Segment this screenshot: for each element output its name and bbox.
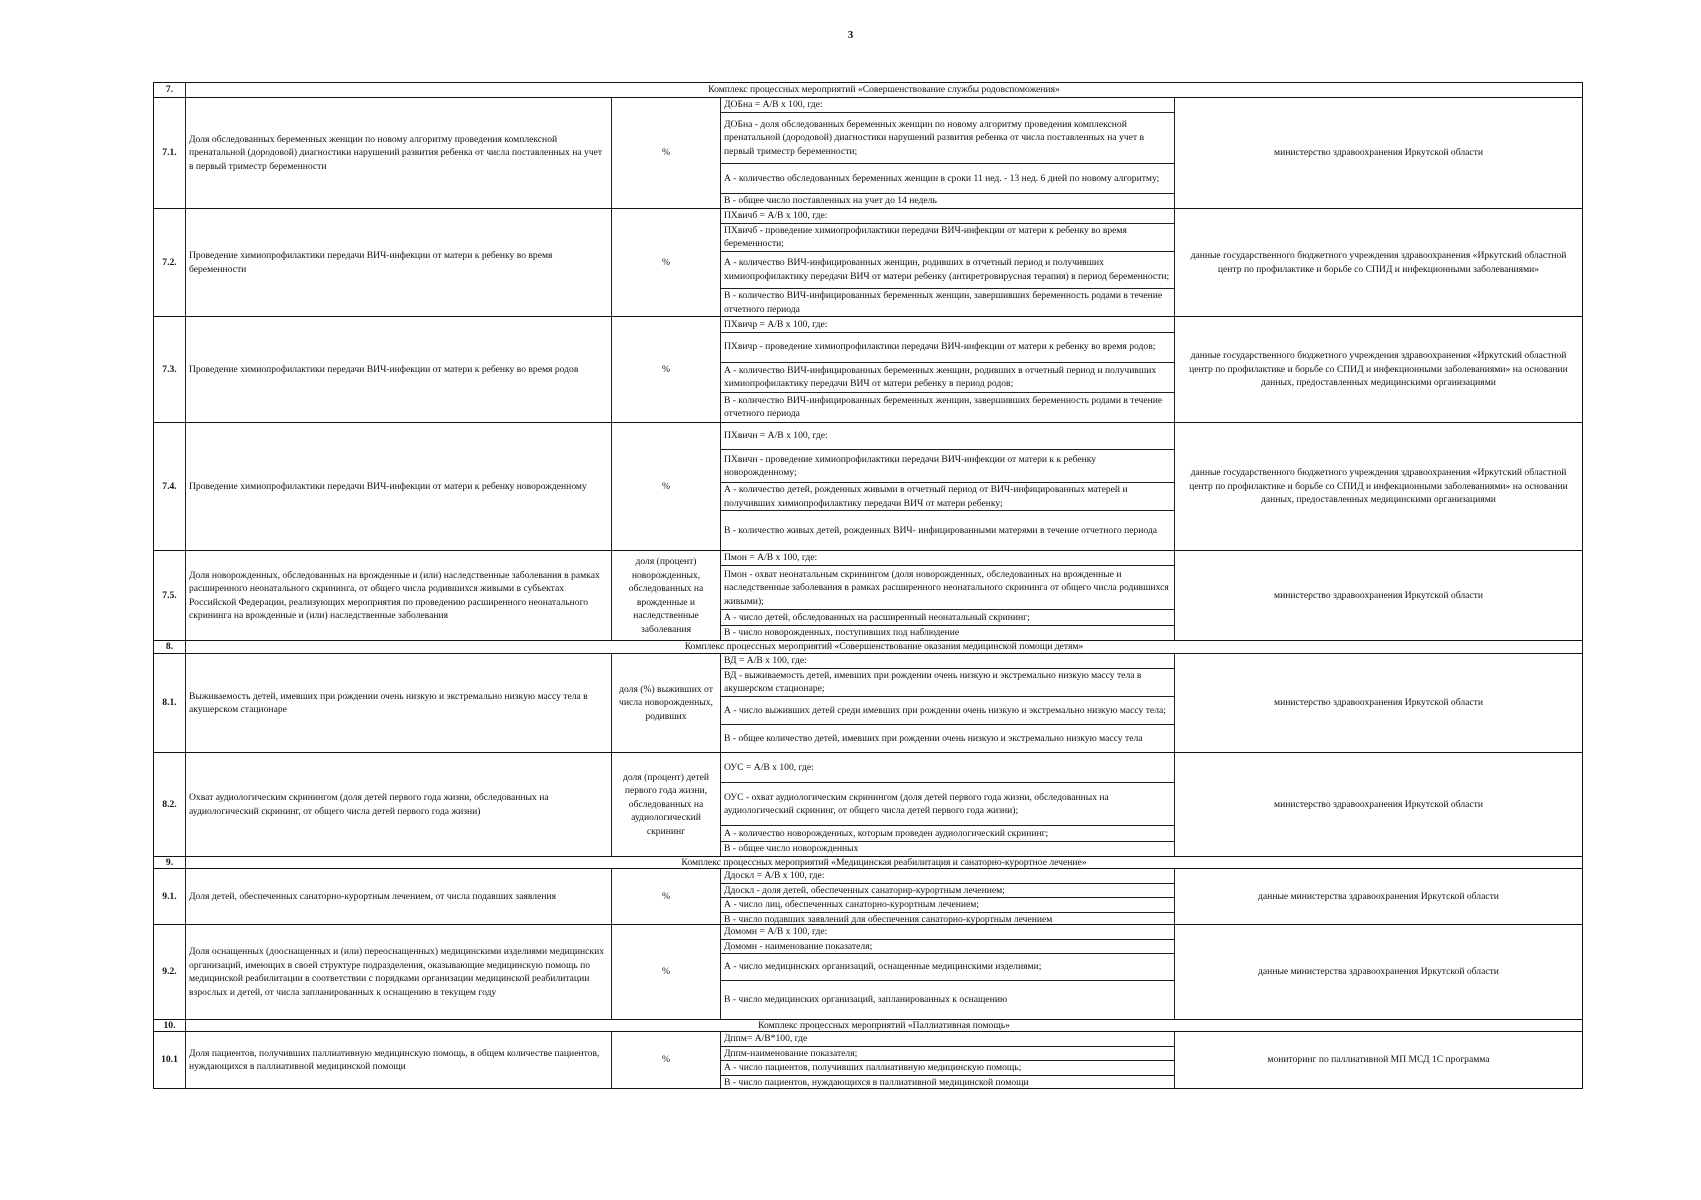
table-row	[154, 209, 1582, 317]
formula-part: В - количество ВИЧ-инфицированных беременных женщин, завершивших беременность родами в течение отчетного периода	[724, 394, 1163, 420]
calculation-formula	[721, 423, 1175, 550]
formula-part: ПХвичб - проведение химиопрофилактики передачи ВИЧ-инфекции от матери к ребенку во время беременности;	[721, 224, 1174, 252]
formula-part: В - общее количество детей, имевших при рождении очень низкую и экстремально низкую массу тела	[724, 732, 1143, 744]
formula-part: Пмон = А/В х 100, где:	[721, 551, 1174, 566]
indicator-number: 7.2.	[154, 209, 186, 316]
section-number: 7.	[154, 83, 186, 97]
formula-part: В - число подавших заявлений для обеспечения санаторно-курортным лечением	[724, 913, 1053, 925]
formula-part: В - количество ВИЧ-инфицированных беременных женщин, завершивших беременность родами в течение отчетного периода	[724, 290, 1163, 315]
table-row	[154, 317, 1582, 423]
data-source: министерство здравоохранения Иркутской области	[1274, 589, 1483, 601]
formula-part: А - число лиц, обеспеченных санаторно-курортным лечением;	[721, 898, 1174, 913]
indicator-unit: доля (процент) детей первого года жизни, обследованных на аудиологический скрининг	[612, 753, 721, 856]
indicator-unit: доля (%) выживших от числа новорожденных, родивших	[612, 654, 721, 752]
calculation-formula	[721, 551, 1175, 640]
formula-part: ВД = А/В х 100, где:	[721, 654, 1174, 669]
calculation-formula	[721, 98, 1175, 208]
data-source: министерство здравоохранения Иркутской области	[1274, 147, 1483, 159]
formula-part: ДОБна - доля обследованных беременных женщин по новому алгоритму проведения комплексной пренатальной (дородовой) диагностики нарушений развития ребенка от числа поставленных на учет в первый триместр беременности;	[721, 113, 1174, 164]
table-row	[154, 98, 1582, 209]
data-source: данные государственного бюджетного учреждения здравоохранения «Иркутский областной центр по профилактике и борьбе со СПИД и инфекционными заболеваниями» на основании данных, предоставленных медицинскими организациями	[1189, 350, 1568, 389]
calculation-formula	[721, 317, 1175, 422]
indicator-number: 8.2.	[154, 753, 186, 856]
data-source: данные министерства здравоохранения Иркутской области	[1258, 966, 1499, 978]
indicator-number: 7.5.	[154, 551, 186, 640]
indicator-name: Проведение химиопрофилактики передачи ВИЧ-инфекции от матери к ребенку во время беременности	[186, 209, 612, 316]
formula-part: ПХвичр = А/В х 100, где:	[721, 317, 1174, 333]
data-source: данные государственного бюджетного учреждения здравоохранения «Иркутский областной центр по профилактике и борьбе со СПИД и инфекционными заболеваниями» на основании данных, предоставленных медицинскими организациями	[1189, 467, 1568, 506]
calculation-formula	[721, 209, 1175, 316]
indicator-name: Выживаемость детей, имевших при рождении очень низкую и экстремально низкую массу тела в акушерском стационаре	[186, 654, 612, 752]
indicator-number: 9.1.	[154, 869, 186, 924]
indicator-unit: %	[612, 423, 721, 550]
data-source: министерство здравоохранения Иркутской области	[1274, 697, 1483, 709]
calculation-formula	[721, 753, 1175, 856]
indicator-name: Доля обследованных беременных женщин по новому алгоритму проведения комплексной пренатальной (дородовой) диагностики нарушений развития ребенка от числа поставленных на учет в первый триместр беременности	[186, 98, 612, 208]
formula-part: А - число пациентов, получивших паллиативную медицинскую помощь;	[721, 1061, 1174, 1076]
formula-part: А - количество обследованных беременных женщин в сроки 11 нед. - 13 нед. 6 дней по новому алгоритму;	[721, 164, 1174, 194]
formula-part: В - число новорожденных, поступивших под наблюдение	[724, 627, 960, 639]
indicator-name: Охват аудиологическим скринингом (доля детей первого года жизни, обследованных на аудиологический скрининг, от общего числа детей первого года жизни)	[186, 753, 612, 856]
section-header-row	[154, 857, 1582, 869]
indicator-number: 7.3.	[154, 317, 186, 422]
formula-part: Дппм-наименование показателя;	[721, 1047, 1174, 1062]
formula-part: А - число выживших детей среди имевших при рождении очень низкую и экстремально низкую массу тела;	[721, 697, 1174, 725]
formula-part: ПХвичб = А/В х 100, где:	[721, 209, 1174, 224]
table-row	[154, 423, 1582, 551]
table-row	[154, 654, 1582, 753]
formula-part: Дппм= А/В*100, где	[721, 1032, 1174, 1047]
calculation-formula	[721, 925, 1175, 1019]
formula-part: Пмон - охват неонатальным скринингом (доля новорожденных, обследованных на врожденные и наследственные заболевания в рамках расширенного неонатального скрининга от общего числа родившихся живыми);	[721, 566, 1174, 610]
indicator-unit: %	[612, 925, 721, 1019]
formula-part: ДОБна = А/В х 100, где:	[721, 98, 1174, 113]
formula-part: А - число медицинских организаций, оснащенные медицинскими изделиями;	[721, 954, 1174, 981]
indicator-unit: %	[612, 1032, 721, 1088]
indicators-table	[153, 82, 1583, 1089]
data-source: данные государственного бюджетного учреждения здравоохранения «Иркутский областной центр по профилактике и борьбе со СПИД и инфекционными заболеваниями»	[1190, 250, 1567, 275]
section-header-row	[154, 1020, 1582, 1032]
section-number: 8.	[154, 641, 186, 653]
section-title: Комплекс процессных мероприятий «Паллиативная помощь»	[758, 1019, 1010, 1031]
indicator-unit: %	[612, 317, 721, 422]
data-source: мониторинг по паллиативной МП МСД 1С программа	[1267, 1054, 1490, 1066]
formula-part: В - число медицинских организаций, запланированных к оснащению	[724, 994, 1008, 1006]
formula-part: В - число пациентов, нуждающихся в паллиативной медицинской помощи	[724, 1076, 1029, 1088]
indicator-number: 10.1	[154, 1032, 186, 1088]
calculation-formula	[721, 1032, 1175, 1088]
formula-part: ПХвичн - проведение химиопрофилактики передачи ВИЧ-инфекции от матери к к ребенку новорожденному;	[721, 450, 1174, 483]
section-title: Комплекс процессных мероприятий «Медицинская реабилитация и санаторно-курортное лечение»	[681, 856, 1087, 868]
data-source: министерство здравоохранения Иркутской области	[1274, 798, 1483, 810]
indicator-name: Доля новорожденных, обследованных на врожденные и (или) наследственные заболевания в рамках расширенного неонатального скрининга, от общего числа родившихся живыми в субъектах Российской Федерации, реализующих мероприятия по проведению расширенного неонатального скрининга на врожденные и (или) наследственные заболевания	[186, 551, 612, 640]
formula-part: А - количество детей, рожденных живыми в отчетный период от ВИЧ-инфицированных матерей и получивших химиопрофилактику передачи ВИЧ от матери ребенку;	[721, 483, 1174, 511]
calculation-formula	[721, 654, 1175, 752]
indicator-number: 8.1.	[154, 654, 186, 752]
indicator-number: 7.4.	[154, 423, 186, 550]
indicator-number: 9.2.	[154, 925, 186, 1019]
indicator-unit: %	[612, 98, 721, 208]
formula-part: ПХвичн = А/В х 100, где:	[721, 423, 1174, 450]
formula-part: Ддоскл - доля детей, обеспеченных санаторнр-курортным лечением;	[721, 884, 1174, 899]
indicator-number: 7.1.	[154, 98, 186, 208]
formula-part: А - количество ВИЧ-инфицированных беременных женщин, родивших в отчетный период и получивших химиопрофилактику передачи ВИЧ от матери ребенку в период родов;	[721, 363, 1174, 393]
page-number: 3	[847, 29, 854, 41]
table-row	[154, 1032, 1582, 1089]
indicator-unit: доля (процент) новорожденных, обследованных на врожденные и наследственные заболевания	[612, 551, 721, 640]
indicator-unit: %	[612, 209, 721, 316]
formula-part: Домомн - наименование показателя;	[721, 940, 1174, 955]
formula-part: В - общее число новорожденных	[724, 843, 859, 855]
section-title: Комплекс процессных мероприятий «Совершенствование оказания медицинской помощи детям»	[684, 641, 1084, 653]
section-header-row	[154, 641, 1582, 654]
indicator-name: Проведение химиопрофилактики передачи ВИЧ-инфекции от матери к ребенку во время родов	[186, 317, 612, 422]
data-source: данные министерства здравоохранения Иркутской области	[1258, 890, 1499, 902]
indicator-name: Проведение химиопрофилактики передачи ВИЧ-инфекции от матери к ребенку новорожденному	[186, 423, 612, 550]
indicator-name: Доля детей, обеспеченных санаторно-курортным лечением, от числа подавших заявления	[186, 869, 612, 924]
table-row	[154, 869, 1582, 925]
table-row	[154, 753, 1582, 857]
indicator-name: Доля пациентов, получивших паллиативную медицинскую помощь, в общем количестве пациентов, нуждающихся в паллиативной медицинской помощи	[186, 1032, 612, 1088]
formula-part: Домомн = А/В х 100, где:	[721, 925, 1174, 940]
indicator-unit: %	[612, 869, 721, 924]
formula-part: А - количество новорожденных, которым проведен аудиологический скрининг;	[721, 826, 1174, 841]
indicator-name: Доля оснащенных (дооснащенных и (или) переоснащенных) медицинскими изделиями медицинских организаций, имеющих в своей структуре подразделения, оказывающие медицинскую помощь по медицинской реабилитации в соответствии с порядками организации медицинской реабилитации взрослых и детей, от числа запланированных к оснащению в текущем году	[186, 925, 612, 1019]
section-title: Комплекс процессных мероприятий «Совершенствование службы родовспоможения»	[708, 84, 1060, 96]
table-row	[154, 551, 1582, 641]
formula-part: А - число детей, обследованных на расширенный неонатальный скрининг;	[721, 610, 1174, 625]
table-row	[154, 925, 1582, 1020]
formula-part: ВД - выживаемость детей, имевших при рождении очень низкую и экстремально низкую массу тела в акушерском стационаре;	[721, 669, 1174, 697]
section-header-row	[154, 83, 1582, 98]
formula-part: ОУС = А/В х 100, где:	[721, 753, 1174, 783]
formula-part: В - общее число поставленных на учет до 14 недель	[724, 195, 937, 207]
calculation-formula	[721, 869, 1175, 924]
section-number: 10.	[154, 1020, 186, 1031]
formula-part: ОУС - охват аудиологическим скринингом (доля детей первого года жизни, обследованных на аудиологический скрининг, от общего числа детей первого года жизни);	[721, 783, 1174, 827]
formula-part: Ддоскл = А/В х 100, где:	[721, 869, 1174, 884]
formula-part: ПХвичр - проведение химиопрофилактики передачи ВИЧ-инфекции от матери к ребенку во время родов;	[721, 333, 1174, 363]
formula-part: В - количество живых детей, рожденных ВИЧ- инфицированными матерями в течение отчетного периода	[724, 524, 1158, 536]
formula-part: А - количество ВИЧ-инфицированных женщин, родивших в отчетный период и получивших химиопрофилактику передачи ВИЧ от матери ребенку (антиретровирусная терапия) в период беременности;	[721, 252, 1174, 290]
section-number: 9.	[154, 857, 186, 868]
